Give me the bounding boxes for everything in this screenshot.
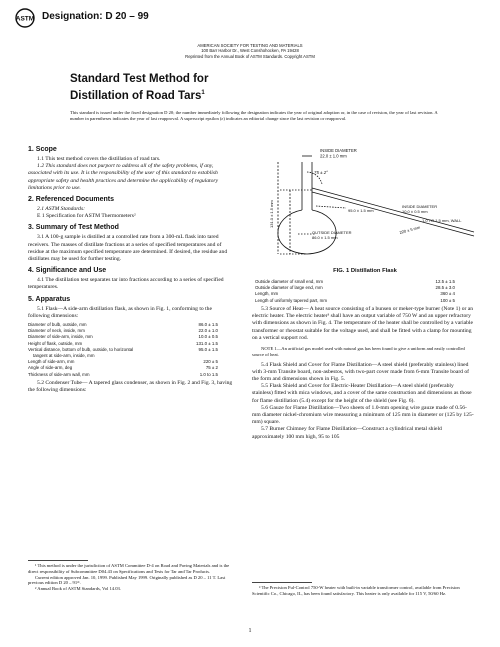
issuance-note: This standard is issued under the fixed designation D 20; the number immediately following the designation indicates the year of original adoption or, in the case of revision, the year of last revision. A number in parentheses indicates the year of last reapproval. A superscript epsilon (ε) indicates an editorial change since the last revision or reapproval. (70, 110, 438, 122)
label-angle: 75 ± 2° (314, 170, 328, 175)
publisher-line: AMERICAN SOCIETY FOR TESTING AND MATERIALS (197, 43, 303, 48)
designation: Designation: D 20 – 99 (42, 11, 149, 22)
label-outside-diameter-val: 86.0 ± 1.5 mm (312, 235, 338, 240)
footnote-2: ² Annual Book of ASTM Standards, Vol 14.03. (35, 586, 121, 592)
astm-logo-icon (14, 8, 38, 28)
section-1-2: 1.2 This standard does not purport to address all of the safety problems, if any, associated with its use. It is the responsibility of the user of this standard to establish appropriate safety and health practices and determine the applicability of regulatory limitations prior to use. (28, 163, 219, 191)
label-inside-diameter-top: INSIDE DIAMETER (320, 148, 357, 153)
footnote-rule (28, 560, 88, 561)
section-2-e1: E 1 Specification for ASTM Thermometers² (37, 213, 136, 220)
section-2-heading: 2. Referenced Documents (28, 196, 114, 204)
label-outside-diameter: OUTSIDE DIAMETER (312, 230, 352, 235)
footnote-rule (252, 582, 312, 583)
table-row: Diameter of neck, inside, mm 22.0 ± 1.0 (28, 328, 218, 334)
table-row: Angle of side-arm, deg 75 ± 2 (28, 365, 218, 371)
section-5-4: 5.4 Flask Shield and Cover for Flame Distillation—A steel shield (preferably stainless) lined with 3-mm Transite board, non-asbestos, with two-part cover made from 6-mm Transite board of the form and dimensions shown in Fig. 5. (252, 361, 470, 383)
title-line-2: Distillation of Road Tars (70, 89, 202, 102)
page-title (70, 72, 208, 103)
table-row: Outside diameter of small end, mm 12.5 ± 1.5 (255, 279, 455, 284)
right-column (252, 306, 474, 441)
footnote-1b: Current edition approved Jan. 10, 1999. Published May 1999. Originally published as D 20 – 11 T. Last previous edition D 20 – 91ᵉ¹. (28, 574, 226, 586)
section-2-1: 2.1 ASTM Standards: (37, 206, 86, 213)
section-5-5: 5.5 Flask Shield and Cover for Electric-Heater Distillation—A steel shield (preferably stainless) fitted with mica windows, and a cover of the same construction and dimensions as those for flame distillation (5.4) except for the height of the shield (see Fig. 6). (252, 383, 472, 404)
logo-text: ASTM (15, 15, 35, 23)
note-1: NOTE 1—An artificial gas model used with natural gas has been found to give a uniform and easily controlled source of heat. (252, 346, 465, 357)
section-5-1: 5.1 Flask—A side-arm distillation flask, as shown in Fig. 1, conforming to the following dimensions: (28, 305, 212, 319)
figure-caption: FIG. 1 Distillation Flask (333, 268, 397, 274)
table-row: Thickness of side-arm wall, mm 1.0 to 1.5 (28, 371, 218, 377)
right-footnotes (252, 578, 474, 597)
publisher-line: 100 Barr Harbor Dr., West Conshohocken, PA 19428 (201, 48, 299, 54)
distillation-flask-diagram (250, 148, 480, 264)
astm-logo (14, 8, 38, 28)
page-number: 1 (248, 628, 252, 634)
section-4-heading: 4. Significance and Use (28, 267, 107, 275)
table-row: Diameter of side-arm, inside, mm 10.0 ± 0.5 (28, 334, 218, 340)
publisher-block (150, 43, 350, 59)
table-row: Length of uniformly tapered part, mm 100 ± 5 (255, 297, 455, 303)
footnote-3: ³ The Precision Ful-Control 750-W heater with built-in variable transformer control, available from Precision Scientific Co., Chicago, IL, has been found satisfactory. This heater is only available for 115 V, 50/60 Hz. (252, 585, 460, 596)
section-5-3: 5.3 Source of Heat— A heat source consisting of a bunsen or meker-type burner (Note 1) or an electric heater. The electric heater³ shall have an output variable of 750 W and an upper refractory with dimensions as shown in Fig. 4. The temperature of the heater shall be controlled by a variable transformer or rheostat suitable for the voltage used, and shall be fitted with a clamp for mounting on a vertical support rod. (252, 306, 474, 341)
label-height: 131.0 ± 1.5 mm (269, 200, 274, 228)
table-row: Length of side-arm, mm 220 ± 5 (28, 359, 218, 365)
title-footnote-mark: 1 (201, 90, 205, 96)
table-row: Outside diameter of large end, mm 28.5 ± 3.0 (255, 285, 455, 291)
left-column (28, 146, 235, 394)
table-row: Height of flask, outside, mm 131.0 ± 1.5 (28, 340, 218, 346)
label-arm-length: 220 ± 5 mm (398, 224, 421, 235)
label-inside-diameter-top-val: 22.0 ± 1.0 mm (320, 153, 347, 159)
label-inside-diameter-arm-val: 10.0 ± 0.5 mm (402, 209, 428, 214)
left-footnotes (28, 556, 235, 592)
label-inside-diameter-arm: INSIDE DIAMETER (402, 204, 438, 209)
section-1-1: 1.1 This test method covers the distillation of road tars. (37, 156, 161, 162)
condenser-dimensions-table (255, 279, 455, 304)
title-line-1: Standard Test Method for (70, 73, 209, 85)
section-5-2: 5.2 Condenser Tube— A tapered glass condenser, as shown in Fig. 2 and Fig. 3, having the following dimensions: (28, 379, 233, 394)
section-5-7: 5.7 Burner Chimney for Flame Distillation—Construct a cylindrical metal shield approximately 100 mm high, 95 to 105 (252, 426, 442, 440)
table-row: Diameter of bulb, outside, mm 86.0 ± 1.5 (28, 322, 218, 328)
table-row: tangent at side-arm, inside, mm (33, 353, 95, 359)
table-row: Vertical distance, bottom of bulb, outside, to horizontal 95.0 ± 1.5 (28, 346, 218, 352)
publisher-line: Reprinted from the Annual Book of ASTM Standards. Copyright ASTM (185, 53, 315, 59)
figure-1 (250, 148, 480, 264)
section-5-heading: 5. Apparatus (28, 295, 71, 303)
label-vertical-distance: 95.0 ± 1.5 mm (348, 208, 374, 213)
section-4-1: 4.1 The distillation test separates tar into fractions according to a series of specified temperatures. (28, 277, 224, 291)
section-3-1: 3.1 A 100-g sample is distilled at a controlled rate from a 300-mL flask into tared receivers. The masses of distillate fractions at a series of specified temperatures and of residue at the maximum specified temperature are determined. If desired, the residue and distillates may be used for further testing. (28, 234, 228, 263)
section-3-heading: 3. Summary of Test Method (28, 224, 119, 232)
label-wall: 1.0 TO 1.5 mm, WALL (422, 218, 462, 223)
section-1-heading: 1. Scope (28, 146, 57, 153)
table-row: Length, mm 360 ± 4 (255, 291, 455, 297)
section-5-6: 5.6 Gauze for Flame Distillation—Two sheets of 1.0-mm opening wire gauze made of 0.56-mm diameter nickel-chromium wire measuring a minimum of 125 mm in diameter or (125 by 125-mm) square. (252, 404, 474, 426)
flask-dimensions-table (28, 322, 218, 378)
footnote-1: ¹ This method is under the jurisdiction of ASTM Committee D-4 on Road and Paving Materials and is the direct responsibility of Subcommittee D04.43 on Specifications and Tests for Tar and Tar Products. (28, 563, 230, 574)
